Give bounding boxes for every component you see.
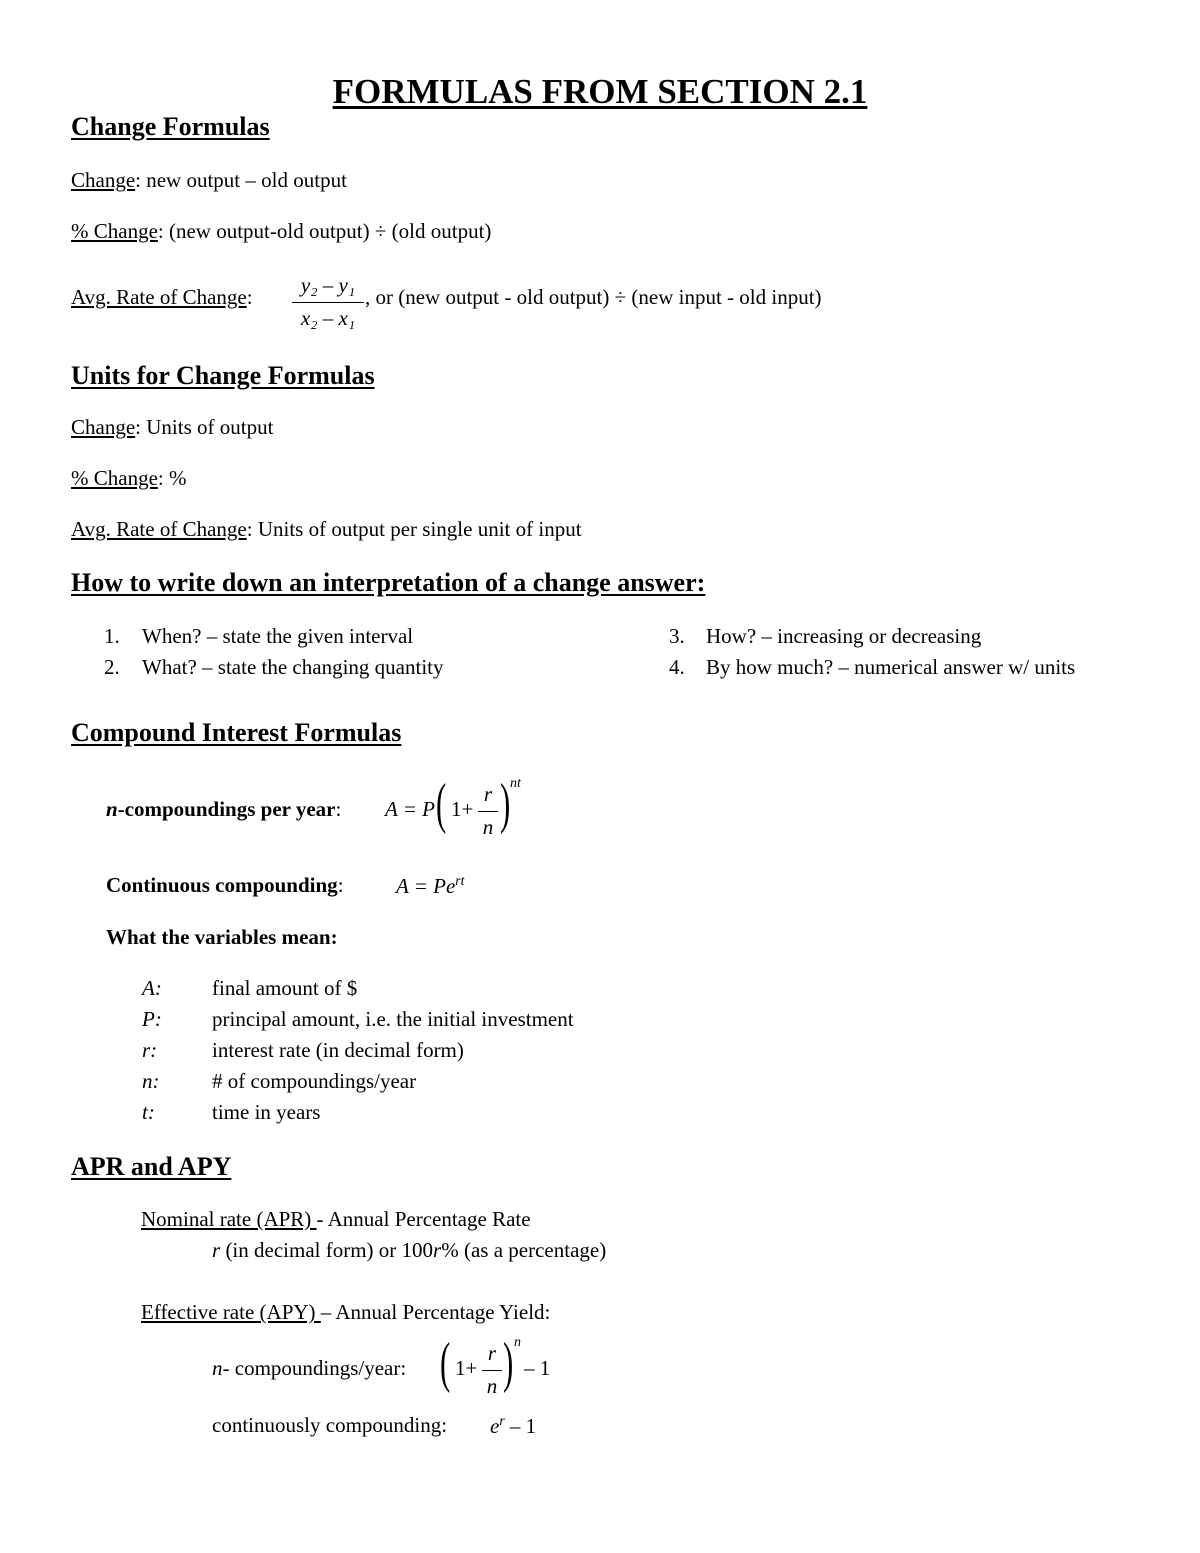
n-compoundings-label-text: -compoundings per year: [117, 797, 336, 821]
nominal-rate-desc: - Annual Percentage Rate: [316, 1207, 531, 1231]
interpretation-heading: How to write down an interpretation of a change answer:: [71, 568, 706, 597]
avg-rate-fraction-numerator: y₂ – y₁: [300, 273, 356, 297]
list-item-number: 3.: [669, 624, 685, 648]
units-pct-change-line: [71, 466, 186, 491]
compound-interest-heading: Compound Interest Formulas: [71, 718, 402, 747]
n-variable: n: [106, 797, 118, 821]
compound-formula-one-plus: 1+: [451, 797, 474, 821]
apy-n-compoundings-label: [212, 1356, 406, 1381]
apy-formula-fraction-bar: [482, 1370, 502, 1371]
apy-formula-minus-one: – 1: [524, 1356, 551, 1380]
variable-description: # of compoundings/year: [212, 1069, 417, 1093]
list-item-text: When? – state the given interval: [142, 624, 414, 648]
nominal-rate-label: Nominal rate (APR): [141, 1207, 317, 1231]
variable-symbol: A:: [142, 976, 162, 1000]
continuous-formula-base: A = Pe: [396, 874, 456, 898]
apy-formula-n: n: [486, 1374, 498, 1398]
apy-continuous-label: continuously compounding:: [212, 1413, 448, 1437]
list-item: [104, 624, 120, 649]
continuous-formula: [396, 873, 464, 899]
variable-symbol: n:: [142, 1069, 160, 1093]
apy-continuous-line: [212, 1413, 447, 1438]
avg-rate-value: , or (new output - old output) ÷ (new input - old input): [365, 285, 822, 309]
change-label: Change: [71, 168, 136, 192]
apy-continuous-minus-one: – 1: [504, 1414, 537, 1438]
apy-continuous-e: e: [490, 1414, 500, 1438]
units-avg-rate-label: Avg. Rate of Change: [71, 517, 247, 541]
nominal-detail-text-1: (in decimal form) or 100: [220, 1238, 434, 1262]
units-avg-rate-value: : Units of output per single unit of input: [246, 517, 582, 541]
variable-description: time in years: [212, 1100, 321, 1124]
avg-rate-colon: :: [246, 285, 253, 309]
apy-formula-one-plus: 1+: [455, 1356, 478, 1380]
change-formulas-heading: Change Formulas: [71, 112, 270, 141]
apy-n-variable: n: [212, 1356, 223, 1380]
avg-rate-fraction-bar: [292, 302, 364, 303]
apy-formula-exponent: n: [514, 1335, 521, 1350]
units-change-label: Change: [71, 415, 136, 439]
units-pct-change-value: : %: [157, 466, 187, 490]
page-title: FORMULAS FROM SECTION 2.1: [332, 72, 868, 111]
variable-symbol: t:: [142, 1100, 155, 1124]
list-item: [669, 655, 685, 680]
effective-rate-label: Effective rate (APY): [141, 1300, 321, 1324]
continuous-compounding-colon: :: [337, 873, 344, 897]
nominal-r-variable: r: [212, 1238, 221, 1262]
avg-rate-fraction-denominator: x₂ – x₁: [300, 306, 356, 330]
compound-formula-n: n: [482, 815, 494, 839]
effective-rate-desc: – Annual Percentage Yield:: [320, 1300, 551, 1324]
change-value: : new output – old output: [135, 168, 347, 192]
variable-symbol: r:: [142, 1038, 158, 1062]
apy-continuous-exponent: r: [499, 1413, 505, 1428]
variables-heading: What the variables mean:: [106, 925, 338, 949]
units-change-value: : Units of output: [135, 415, 274, 439]
left-paren-icon: (: [436, 773, 447, 835]
continuous-formula-exponent: rt: [455, 873, 465, 888]
avg-rate-label: Avg. Rate of Change: [71, 285, 247, 309]
left-paren-icon: (: [440, 1332, 451, 1394]
list-item-number: 2.: [104, 655, 120, 679]
n-compoundings-label: [106, 797, 341, 822]
continuous-compounding-label: [106, 873, 344, 898]
continuous-compounding-label-text: Continuous compounding: [106, 873, 338, 897]
nominal-rate-line: [141, 1207, 531, 1232]
compound-formula-fraction-bar: [478, 811, 498, 812]
list-item-text: What? – state the changing quantity: [142, 655, 444, 679]
units-heading: Units for Change Formulas: [71, 361, 375, 390]
apy-formula-r: r: [487, 1341, 497, 1365]
units-change-line: [71, 415, 273, 440]
list-item-number: 4.: [669, 655, 685, 679]
nominal-r-variable-2: r: [433, 1238, 442, 1262]
list-item-text: By how much? – numerical answer w/ units: [706, 655, 1076, 679]
effective-rate-line: [141, 1300, 550, 1325]
compound-formula-lhs: A = P: [385, 797, 435, 821]
right-paren-icon: ): [503, 1332, 514, 1394]
pct-change-label: % Change: [71, 219, 158, 243]
variable-description: final amount of $: [212, 976, 358, 1000]
right-paren-icon: ): [500, 773, 511, 835]
pct-change-value: : (new output-old output) ÷ (old output): [157, 219, 492, 243]
units-avg-rate-line: [71, 517, 582, 542]
compound-formula-r: r: [483, 782, 493, 806]
avg-rate-formula-line: [71, 285, 253, 310]
list-item: [104, 655, 120, 680]
variable-description: interest rate (in decimal form): [212, 1038, 464, 1062]
apr-apy-heading: APR and APY: [71, 1152, 232, 1181]
nominal-detail-text-2: % (as a percentage): [441, 1238, 607, 1262]
apy-continuous-formula: [490, 1413, 536, 1439]
pct-change-formula-line: [71, 219, 491, 244]
n-compoundings-colon: :: [335, 797, 342, 821]
change-formula-line: [71, 168, 347, 193]
apy-n-compoundings-text: - compoundings/year:: [222, 1356, 407, 1380]
variable-description: principal amount, i.e. the initial investment: [212, 1007, 574, 1031]
nominal-rate-detail: [212, 1238, 606, 1263]
units-pct-change-label: % Change: [71, 466, 158, 490]
compound-formula-exponent: nt: [510, 776, 521, 791]
list-item-text: How? – increasing or decreasing: [706, 624, 982, 648]
variable-symbol: P:: [142, 1007, 162, 1031]
list-item-number: 1.: [104, 624, 120, 648]
list-item: [669, 624, 685, 649]
